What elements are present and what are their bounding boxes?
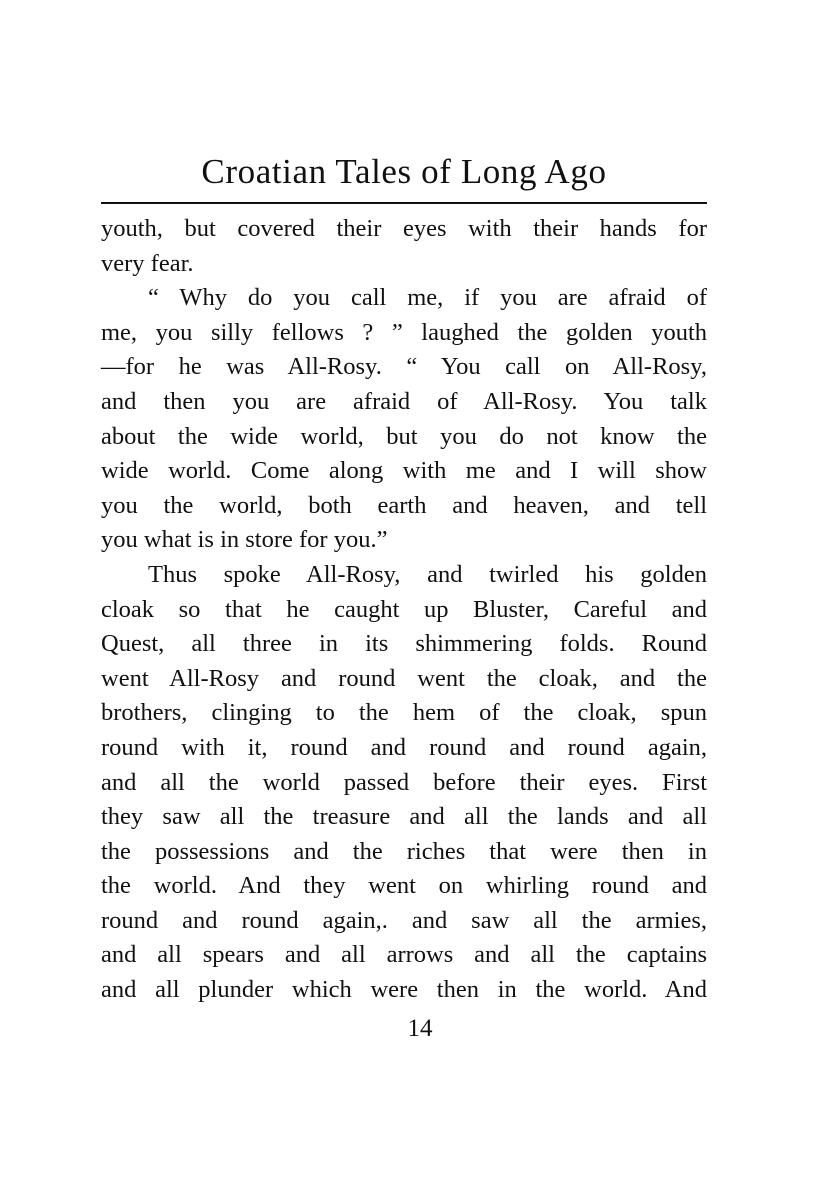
text-line: you what is in store for you.” <box>101 526 388 554</box>
text-line: you the world, both earth and heaven, and tell <box>101 491 707 519</box>
text-line: cloak so that he caught up Bluster, Careful and <box>101 595 707 623</box>
page-body <box>101 212 707 1008</box>
text-line: the world. And they went on whirling round and <box>101 872 707 900</box>
text-line: and then you are afraid of All-Rosy. You talk <box>101 387 707 415</box>
text-line: round and round again,. and saw all the armies, <box>101 906 707 934</box>
text-line: round with it, round and round and round again, <box>101 733 707 761</box>
text-line: very fear. <box>101 249 194 277</box>
page-number: 14 <box>407 1015 433 1042</box>
text-line: Thus spoke All-Rosy, and twirled his golden <box>148 560 707 588</box>
running-header <box>101 148 707 204</box>
text-line: they saw all the treasure and all the lands and all <box>101 803 707 831</box>
text-line: Quest, all three in its shimmering folds. Round <box>101 630 707 658</box>
text-line: wide world. Come along with me and I will show <box>101 457 707 485</box>
text-line: about the wide world, but you do not know the <box>101 422 707 450</box>
text-line: youth, but covered their eyes with their hands for <box>101 215 707 242</box>
text-line: and all the world passed before their eyes. First <box>101 768 707 796</box>
text-line: and all spears and all arrows and all the captains <box>101 941 707 969</box>
text-line: “ Why do you call me, if you are afraid of <box>148 284 707 312</box>
text-line: went All-Rosy and round went the cloak, and the <box>101 664 707 692</box>
text-line: —for he was All-Rosy. “ You call on All-Rosy, <box>101 353 707 381</box>
text-line: and all plunder which were then in the world. And <box>101 976 707 1004</box>
text-line: the possessions and the riches that were then in <box>101 837 707 865</box>
text-line: brothers, clinging to the hem of the cloak, spun <box>101 699 707 727</box>
book-title: Croatian Tales of Long Ago <box>201 152 607 191</box>
text-line: me, you silly fellows ? ” laughed the golden youth <box>101 318 707 346</box>
